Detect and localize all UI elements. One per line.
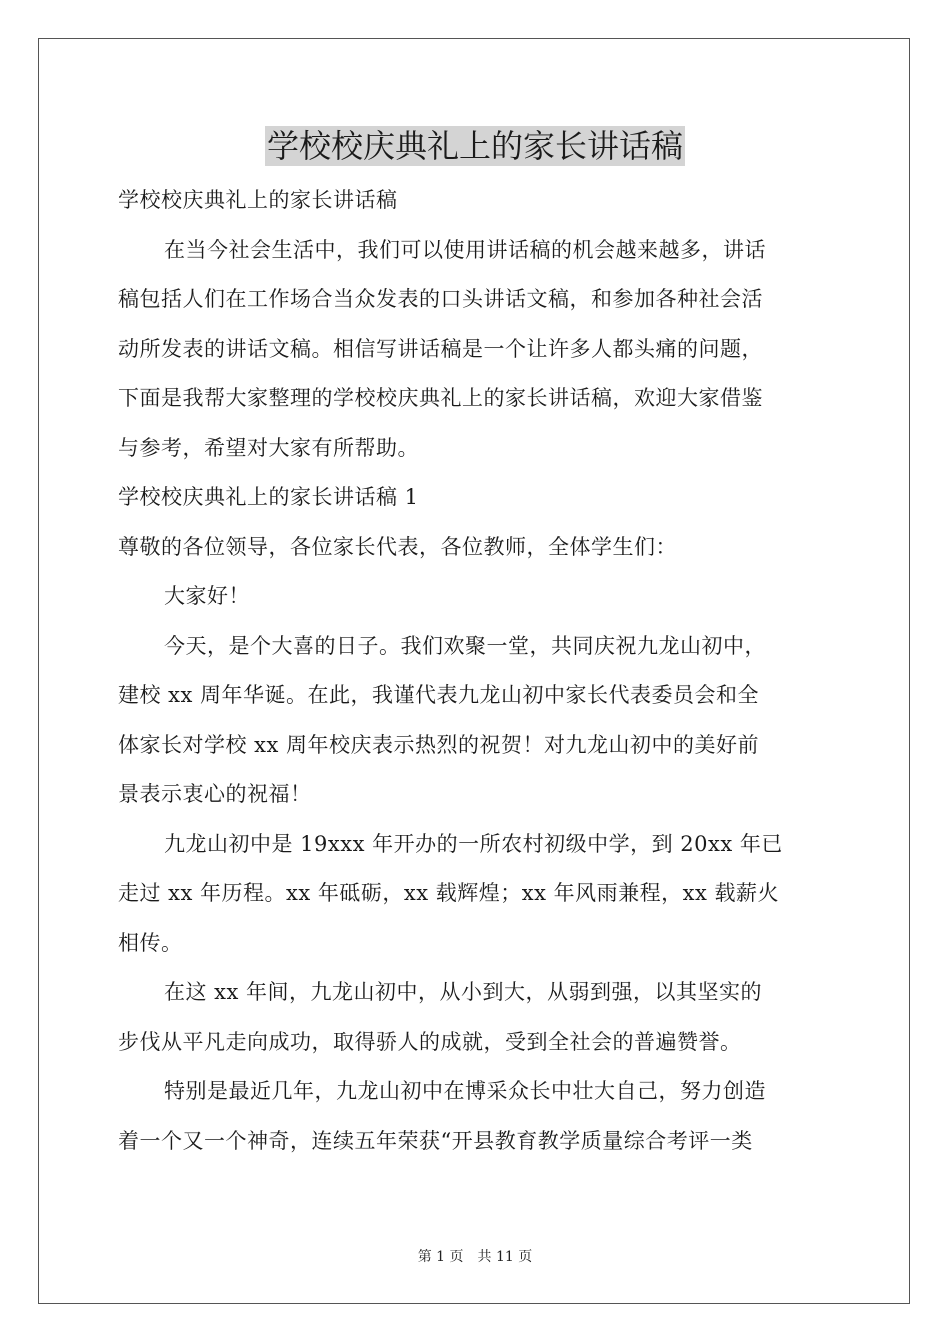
text-line: 步伐从平凡走向成功，取得骄人的成就，受到全社会的普遍赞誉。 xyxy=(118,1029,742,1054)
text-line: 建校 xx 周年华诞。在此，我谨代表九龙山初中家长代表委员会和全 xyxy=(118,683,760,707)
text-line: 走过 xx 年历程。xx 年砥砺，xx 载辉煌；xx 年风雨兼程，xx 载薪火 xyxy=(118,881,779,905)
page-footer: 第 1 页 共 11 页 xyxy=(417,1249,533,1265)
text-line: 景表示衷心的祝福！ xyxy=(118,782,312,806)
text-line: 在这 xx 年间，九龙山初中，从小到大，从弱到强，以其坚实的 xyxy=(164,980,763,1004)
text-line: 与参考，希望对大家有所帮助。 xyxy=(118,435,419,460)
text-line: 着一个又一个神奇，连续五年荣获“开县教育教学质量综合考评一类 xyxy=(118,1128,753,1153)
text-line: 下面是我帮大家整理的学校校庆典礼上的家长讲话稿，欢迎大家借鉴 xyxy=(118,386,763,410)
text-line: 特别是最近几年，九龙山初中在博采众长中壮大自己，努力创造 xyxy=(164,1079,766,1103)
title-container xyxy=(0,126,950,166)
text-line: 动所发表的讲话文稿。相信写讲话稿是一个让许多人都头痛的问题， xyxy=(118,336,763,361)
text-line: 稿包括人们在工作场合当众发表的口头讲话文稿，和参加各种社会活 xyxy=(118,287,763,311)
text-line: 尊敬的各位领导，各位家长代表，各位教师，全体学生们： xyxy=(118,534,677,559)
text-line: 今天，是个大喜的日子。我们欢聚一堂，共同庆祝九龙山初中， xyxy=(164,633,766,658)
document-body xyxy=(118,176,834,1166)
text-line: 学校校庆典礼上的家长讲话稿 1 xyxy=(118,485,419,509)
document-title: 学校校庆典礼上的家长讲话稿 xyxy=(266,127,683,165)
text-line: 学校校庆典礼上的家长讲话稿 xyxy=(118,188,398,212)
text-line: 体家长对学校 xx 周年校庆表示热烈的祝贺！对九龙山初中的美好前 xyxy=(118,732,760,757)
text-line: 在当今社会生活中，我们可以使用讲话稿的机会越来越多，讲话 xyxy=(164,237,766,262)
text-line: 九龙山初中是 19xxx 年开办的一所农村初级中学，到 20xx 年已 xyxy=(164,831,783,856)
text-line: 大家好！ xyxy=(164,584,250,608)
text-line: 相传。 xyxy=(118,930,183,955)
